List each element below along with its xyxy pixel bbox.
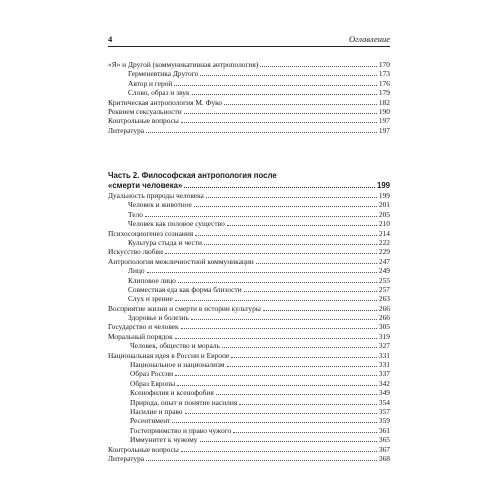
toc-entry-label: Насилие и право bbox=[130, 406, 183, 416]
toc-entry-page: 257 bbox=[378, 284, 390, 294]
leader-dots bbox=[200, 435, 377, 442]
toc-entry-label: Психосоциогенез сознания bbox=[108, 228, 194, 238]
toc-entry-label: Образ России bbox=[130, 369, 174, 379]
part-2-title-line1: Часть 2. Философская антропология после bbox=[108, 171, 277, 180]
leader-dots bbox=[194, 200, 377, 207]
leader-dots bbox=[147, 266, 377, 273]
toc-entry-page: 361 bbox=[378, 425, 390, 435]
toc-entry[interactable] bbox=[108, 247, 390, 256]
toc-entry-label: Совместная еда как форма близости bbox=[128, 284, 242, 294]
toc-entry-page: 197 bbox=[378, 116, 390, 126]
leader-dots bbox=[184, 107, 377, 114]
toc-entry[interactable] bbox=[108, 369, 390, 378]
toc-entry-label: Национальное и национализм bbox=[130, 360, 225, 370]
toc-entry-page: 201 bbox=[378, 200, 390, 210]
leader-dots bbox=[233, 426, 377, 433]
toc-entry-page: 247 bbox=[378, 256, 390, 266]
toc-entry-page: 266 bbox=[378, 313, 390, 323]
leader-dots bbox=[256, 257, 377, 264]
toc-entry-page: 354 bbox=[378, 397, 390, 407]
toc-entry[interactable] bbox=[108, 332, 390, 341]
part-2-title bbox=[108, 171, 390, 191]
toc-entry[interactable] bbox=[108, 229, 390, 238]
toc-entry-page: 331 bbox=[378, 350, 390, 360]
toc-entry-page: 173 bbox=[378, 69, 390, 79]
toc-entry[interactable] bbox=[108, 426, 390, 435]
toc-entry-label: Герменевтика Другого bbox=[128, 69, 199, 79]
toc-entry[interactable] bbox=[108, 107, 390, 116]
toc-section-continued bbox=[108, 60, 390, 135]
toc-entry-label: Контрольные вопросы bbox=[108, 444, 179, 454]
toc-entry-page: 190 bbox=[378, 106, 390, 116]
leader-dots bbox=[216, 388, 377, 395]
toc-entry[interactable] bbox=[108, 276, 390, 285]
leader-dots bbox=[231, 351, 377, 358]
leader-dots bbox=[146, 126, 377, 133]
toc-entry[interactable] bbox=[108, 191, 390, 200]
toc-entry[interactable] bbox=[108, 304, 390, 313]
toc-part-2 bbox=[108, 171, 390, 463]
toc-part-2-entries bbox=[108, 191, 390, 463]
leader-dots bbox=[175, 369, 377, 376]
toc-entry-page: 368 bbox=[378, 453, 390, 463]
toc-entry-page: 229 bbox=[378, 247, 390, 257]
toc-entry[interactable] bbox=[108, 416, 390, 425]
leader-dots bbox=[195, 229, 377, 236]
toc-entry-label: Ксенофилия и ксенофобия bbox=[130, 388, 214, 398]
toc-entry-page: 197 bbox=[378, 125, 390, 135]
leader-dots bbox=[239, 398, 377, 405]
toc-entry-label: Антропология межличностной коммуникации bbox=[108, 256, 254, 266]
toc-entry-page: 199 bbox=[378, 191, 390, 200]
toc-entry[interactable] bbox=[108, 126, 390, 135]
toc-entry[interactable] bbox=[108, 69, 390, 78]
toc-entry[interactable] bbox=[108, 60, 390, 69]
leader-dots bbox=[263, 304, 377, 311]
toc-entry-page: 222 bbox=[378, 237, 390, 247]
toc-entry-page: 367 bbox=[378, 444, 390, 454]
part-2-title-line2-row bbox=[108, 181, 390, 191]
toc-entry-label: Человек и животное bbox=[128, 200, 192, 210]
toc-entry-label: Моральный порядок bbox=[108, 331, 173, 341]
toc-entry-page: 331 bbox=[378, 360, 390, 370]
leader-dots bbox=[165, 247, 377, 254]
leader-dots bbox=[200, 69, 377, 76]
running-title: Оглавление bbox=[348, 34, 390, 44]
toc-entry[interactable] bbox=[108, 379, 390, 388]
toc-entry-page: 249 bbox=[378, 266, 390, 276]
toc-entry-label: Автор и герой bbox=[128, 78, 173, 88]
toc-entry-page: 205 bbox=[378, 209, 390, 219]
toc-entry-label: Здоровье и болезнь bbox=[128, 313, 189, 323]
leader-dots bbox=[146, 454, 377, 461]
toc-entry-label: Литература bbox=[108, 453, 145, 463]
toc-entry-page: 182 bbox=[378, 97, 390, 107]
toc-entry-page: 170 bbox=[378, 60, 390, 69]
leader-dots bbox=[206, 191, 377, 198]
toc-entry[interactable] bbox=[108, 219, 390, 228]
toc-entry-page: 337 bbox=[378, 369, 390, 379]
leader-dots bbox=[192, 88, 377, 95]
toc-entry-label: «Я» и Другой (коммуникативная антропология) bbox=[108, 60, 259, 69]
toc-entry[interactable] bbox=[108, 398, 390, 407]
toc-entry-label: Национальная идея в России и Европе bbox=[108, 350, 230, 360]
leader-dots bbox=[227, 360, 377, 367]
leader-dots bbox=[222, 341, 377, 348]
toc-entry-label: Природа, опыт и понятие насилия bbox=[130, 397, 238, 407]
toc-entry-label: Слово, образ и звук bbox=[128, 88, 190, 98]
toc-entry-label: Гостеприимство и право чужого bbox=[130, 425, 232, 435]
toc-entry-page: 359 bbox=[378, 416, 390, 426]
toc-entry[interactable] bbox=[108, 322, 390, 331]
toc-entry[interactable] bbox=[108, 79, 390, 88]
toc-entry-label: Лицо bbox=[128, 266, 145, 276]
leader-dots bbox=[184, 181, 375, 188]
leader-dots bbox=[260, 60, 377, 67]
toc-entry[interactable] bbox=[108, 238, 390, 247]
leader-dots bbox=[181, 445, 377, 452]
leader-dots bbox=[175, 294, 377, 301]
toc-entry-label: Человек как половое существо bbox=[128, 219, 225, 229]
leader-dots bbox=[174, 79, 377, 86]
toc-entry-page: 357 bbox=[378, 406, 390, 416]
toc-entry[interactable] bbox=[108, 351, 390, 360]
toc-entry-page: 179 bbox=[378, 88, 390, 98]
leader-dots bbox=[185, 407, 377, 414]
toc-entry[interactable] bbox=[108, 294, 390, 303]
part-2-page: 199 bbox=[376, 181, 390, 190]
part-2-title-line2: «смерти человека» bbox=[108, 181, 183, 190]
toc-entry-label: Дуальность природы человека bbox=[108, 191, 204, 200]
toc-entry-page: 342 bbox=[378, 378, 390, 388]
leader-dots bbox=[191, 313, 377, 320]
toc-entry[interactable] bbox=[108, 210, 390, 219]
toc-entry-label: Восприятие жизни и смерти в истории культуры bbox=[108, 303, 261, 313]
leader-dots bbox=[175, 332, 377, 339]
leader-dots bbox=[181, 116, 377, 123]
toc-entry[interactable] bbox=[108, 257, 390, 266]
toc-entry[interactable] bbox=[108, 116, 390, 125]
toc-entry-page: 319 bbox=[378, 331, 390, 341]
leader-dots bbox=[224, 98, 377, 105]
leader-dots bbox=[244, 285, 377, 292]
toc-entry[interactable] bbox=[108, 266, 390, 275]
toc-entry-page: 365 bbox=[378, 435, 390, 445]
toc-entry-label: Иммунитет к чужому bbox=[130, 435, 198, 445]
toc-entry[interactable] bbox=[108, 341, 390, 350]
toc-entry-page: 349 bbox=[378, 388, 390, 398]
page-number: 4 bbox=[108, 34, 113, 44]
toc-entry[interactable] bbox=[108, 285, 390, 294]
toc-entry[interactable] bbox=[108, 445, 390, 454]
toc-entry[interactable] bbox=[108, 313, 390, 322]
leader-dots bbox=[177, 379, 377, 386]
toc-entry[interactable] bbox=[108, 200, 390, 209]
page-header bbox=[108, 34, 390, 47]
toc-entry[interactable] bbox=[108, 407, 390, 416]
leader-dots bbox=[172, 416, 376, 423]
toc-entry-page: 263 bbox=[378, 294, 390, 304]
toc-entry-label: Критическая антропология М. Фуко bbox=[108, 97, 223, 107]
toc-entry-label: Реквием сексуальности bbox=[108, 106, 182, 116]
toc-entry-page: 266 bbox=[378, 303, 390, 313]
leader-dots bbox=[227, 219, 377, 226]
leader-dots bbox=[181, 322, 377, 329]
toc-entry[interactable] bbox=[108, 435, 390, 444]
toc-entry-page: 255 bbox=[378, 275, 390, 285]
toc-entry-label: Литература bbox=[108, 125, 145, 135]
toc-entry-label: Культура стыда и чести bbox=[128, 237, 202, 247]
leader-dots bbox=[178, 276, 377, 283]
leader-dots bbox=[204, 238, 377, 245]
toc-entry-label: Образ Европы bbox=[130, 378, 176, 388]
toc-entry[interactable] bbox=[108, 454, 390, 463]
toc-entry-label: Человек, общество и мораль bbox=[130, 341, 220, 351]
toc-entry[interactable] bbox=[108, 98, 390, 107]
toc-entry[interactable] bbox=[108, 360, 390, 369]
toc-entry-page: 305 bbox=[378, 322, 390, 332]
toc-entry-label: Тело bbox=[128, 209, 143, 219]
toc-entry-label: Ресентимент bbox=[130, 416, 171, 426]
toc-entry-page: 210 bbox=[378, 219, 390, 229]
toc-entry-page: 214 bbox=[378, 228, 390, 238]
toc-entry-label: Государство и человек bbox=[108, 322, 179, 332]
toc-entry-label: Клиповое лицо bbox=[128, 275, 176, 285]
toc-entry-page: 176 bbox=[378, 78, 390, 88]
toc-entry-page: 327 bbox=[378, 341, 390, 351]
toc-entry-label: Контрольные вопросы bbox=[108, 116, 179, 126]
toc-entry[interactable] bbox=[108, 88, 390, 97]
toc-entry-label: Слух и зрение bbox=[128, 294, 173, 304]
leader-dots bbox=[145, 210, 377, 217]
toc-entry-label: Искусство любви bbox=[108, 247, 163, 257]
toc-entry[interactable] bbox=[108, 388, 390, 397]
